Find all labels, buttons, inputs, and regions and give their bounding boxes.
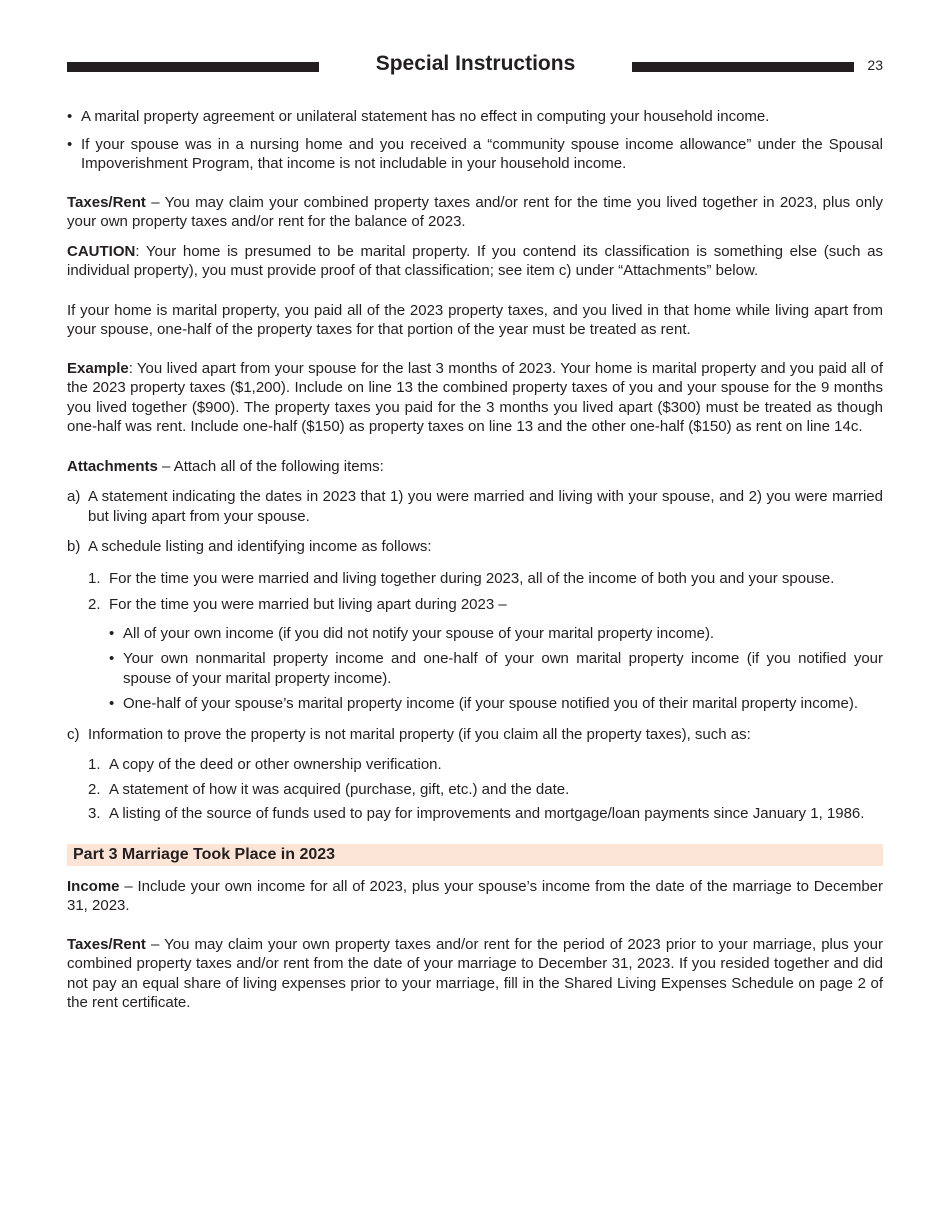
- numbered-item: [67, 595, 883, 615]
- list-marker: 2.: [88, 596, 101, 613]
- header-rule-right: [632, 62, 854, 72]
- taxes-rent-label: Taxes/Rent: [67, 193, 146, 211]
- page-content: [67, 107, 883, 1013]
- caution-label: CAUTION: [67, 242, 136, 260]
- taxes-rent-paragraph: [67, 193, 883, 232]
- taxes-rent-label: Taxes/Rent: [67, 935, 146, 953]
- page-number: 23: [867, 57, 883, 73]
- list-marker: 1.: [88, 756, 101, 773]
- taxes-rent-text: – You may claim your combined property taxes and/or rent for the time you lived together in 2023, plus only your own property taxes and/or rent for the balance of 2023.: [67, 193, 883, 230]
- bullet-text: A marital property agreement or unilateral statement has no effect in computing your household income.: [81, 108, 770, 125]
- list-text: A listing of the source of funds used to pay for improvements and mortgage/loan payments since January 1, 1986.: [109, 805, 865, 822]
- example-label: Example: [67, 359, 129, 377]
- attachment-item-a: [67, 487, 883, 526]
- part3-taxes-rent-paragraph: [67, 935, 883, 1013]
- attachment-item-b: [67, 537, 883, 557]
- attachment-item-c: [67, 725, 883, 745]
- attachments-label: Attachments: [67, 457, 158, 475]
- numbered-item: [67, 780, 883, 800]
- bullet-marker: •: [109, 624, 115, 642]
- sub-bullet-item: [67, 694, 883, 714]
- caution-text: : Your home is presumed to be marital property. If you contend its classification is something else (such as individual property), you must provide proof of that classification; see item c) under “Attachments” below.: [67, 242, 883, 279]
- header-rule-left: [67, 62, 319, 72]
- bullet-marker: •: [67, 135, 73, 153]
- list-text: A schedule listing and identifying income as follows:: [88, 538, 432, 555]
- list-text: For the time you were married and living together during 2023, all of the income of both you and your spouse.: [109, 569, 835, 587]
- bullet-text: If your spouse was in a nursing home and you received a “community spouse income allowance” under the Spousal Impoverishment Program, that income is not includable in your household income.: [81, 135, 883, 172]
- bullet-item: [67, 107, 883, 127]
- list-marker: 2.: [88, 780, 101, 798]
- bullet-marker: •: [109, 695, 115, 712]
- income-label: Income: [67, 877, 120, 895]
- list-text: For the time you were married but living apart during 2023 –: [109, 596, 507, 613]
- list-text: Information to prove the property is not marital property (if you claim all the property taxes), such as:: [88, 725, 751, 743]
- sub-bullet-item: [67, 649, 883, 688]
- attachments-text: – Attach all of the following items:: [157, 457, 384, 475]
- list-marker: 1.: [88, 569, 101, 587]
- bullet-marker: •: [67, 108, 73, 125]
- list-marker: 3.: [88, 805, 101, 822]
- page-title: Special Instructions: [375, 52, 576, 75]
- page-header: [67, 50, 883, 80]
- list-marker: b): [67, 538, 81, 555]
- bullet-item: [67, 135, 883, 174]
- example-paragraph: [67, 359, 883, 437]
- list-marker: c): [67, 725, 80, 743]
- list-text: A copy of the deed or other ownership verification.: [109, 756, 442, 773]
- taxes-rent-text: – You may claim your own property taxes and/or rent for the period of 2023 prior to your marriage, plus your combined property taxes and/or rent from the date of your marriage to December 31, 2023. If you resided together and did not pay an equal share of living expenses prior to your marriage, fill in the Shared Living Expenses Schedule on page 2 of the rent certificate.: [67, 935, 883, 1011]
- income-paragraph: [67, 877, 883, 916]
- list-marker: a): [67, 488, 81, 505]
- income-text: – Include your own income for all of 2023, plus your spouse’s income from the date of the marriage to December 31, 2023.: [67, 877, 883, 914]
- numbered-item: [67, 804, 883, 824]
- bullet-marker: •: [109, 650, 115, 667]
- part3-heading: Part 3 Marriage Took Place in 2023: [67, 844, 883, 866]
- numbered-item: [67, 569, 883, 589]
- list-text: A statement of how it was acquired (purchase, gift, etc.) and the date.: [109, 780, 570, 798]
- numbered-item: [67, 755, 883, 775]
- attachments-paragraph: [67, 457, 883, 477]
- list-text: A statement indicating the dates in 2023 that 1) you were married and living with your spouse, and 2) you were married but living apart from your spouse.: [88, 488, 883, 525]
- bullet-text: One-half of your spouse’s marital property income (if your spouse notified you of their marital property income).: [123, 695, 859, 712]
- sub-bullet-item: [67, 624, 883, 644]
- marital-home-paragraph: If your home is marital property, you paid all of the 2023 property taxes, and you lived in that home while living apart from your spouse, one-half of the property taxes for that portion of the year must be treated as rent.: [67, 301, 883, 338]
- caution-paragraph: [67, 242, 883, 281]
- example-text: : You lived apart from your spouse for the last 3 months of 2023. Your home is marital property and you paid all of the 2023 property taxes ($1,200). Include on line 13 the combined property taxes of you and your spouse for the 9 months you lived together ($900). The property taxes you paid for the 3 months you lived apart ($300) must be treated as though one-half was rent. Include one-half ($150) as property taxes on line 13 and the other one-half ($150) as rent on line 14c.: [67, 359, 883, 435]
- bullet-text: All of your own income (if you did not notify your spouse of your marital property income).: [123, 624, 715, 642]
- bullet-text: Your own nonmarital property income and one-half of your own marital property income (if you notified your spouse of your marital property income).: [123, 650, 883, 687]
